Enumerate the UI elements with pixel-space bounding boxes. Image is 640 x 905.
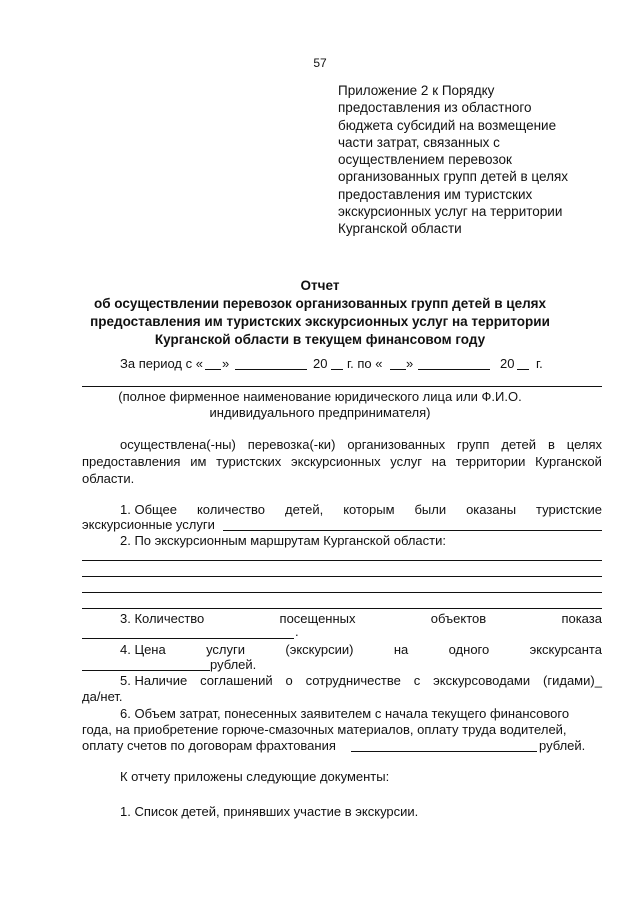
org-name-line	[82, 386, 602, 387]
intro-end: области.	[82, 471, 135, 486]
item-word: туристские	[536, 502, 602, 517]
intro-word: туристских	[216, 454, 282, 469]
intro-line-2	[82, 454, 602, 469]
item-word: экскурсанта	[529, 642, 602, 657]
period-year2: 20	[500, 356, 515, 371]
intro-line-1	[120, 437, 602, 452]
item-word: 1. Общее	[120, 502, 178, 517]
period-month2-blank	[418, 369, 490, 370]
attached-docs-label: К отчету приложены следующие документы:	[120, 769, 390, 784]
item-word: посещенных	[279, 611, 356, 626]
intro-word: групп	[457, 437, 490, 452]
item-word: экскурсоводами	[433, 673, 531, 688]
item-1-line	[120, 502, 602, 517]
route-line	[82, 560, 602, 561]
period-year1: 20	[313, 356, 328, 371]
item-word: оказаны	[466, 502, 517, 517]
intro-word: экскурсионных	[291, 454, 381, 469]
item-3-line	[120, 611, 602, 626]
item-word: с	[413, 673, 421, 688]
item-word: 3. Количество	[120, 611, 205, 626]
item-word: на	[393, 642, 409, 657]
item-5-line	[120, 673, 602, 688]
item-word: одного	[448, 642, 490, 657]
appendix-line: Приложение 2 к Порядку	[338, 83, 495, 98]
item-word: детей,	[284, 502, 324, 517]
item-4-end: рублей.	[210, 657, 257, 672]
item-6-line-2: года, на приобретение горюче-смазочных материалов, оплату труда водителей,	[82, 722, 567, 737]
item-6-end: рублей.	[539, 738, 586, 753]
item-word: (гидами)_	[543, 673, 602, 688]
appendix-line: части затрат, связанных с	[338, 134, 500, 150]
period-from-label: За период с «	[120, 356, 203, 371]
intro-word: организованных	[347, 437, 446, 452]
intro-word: целях	[566, 437, 602, 452]
title-heading: Отчет	[300, 278, 340, 293]
item-word: услуги	[206, 642, 246, 657]
appendix-line: предоставления им туристских	[338, 186, 533, 202]
item-word: были	[414, 502, 447, 517]
item-word: показа	[561, 611, 602, 626]
item-6-line-1: 6. Объем затрат, понесенных заявителем с начала текущего финансового	[120, 706, 570, 721]
item-word: 4. Цена	[120, 642, 166, 657]
route-line	[82, 576, 602, 577]
period-month1-blank	[235, 369, 307, 370]
route-line	[82, 608, 602, 609]
period-year2-blank	[517, 369, 529, 370]
costs-blank	[351, 751, 537, 752]
item-2-label: 2. По экскурсионным маршрутам Курганской области:	[120, 533, 446, 548]
period-day1-blank	[205, 369, 221, 370]
appendix-line: Курганской области	[338, 221, 462, 237]
item-word: 5. Наличие	[120, 673, 188, 688]
appendix-line: организованных групп детей в целях	[338, 169, 569, 185]
item-1-continuation: экскурсионные услуги	[82, 517, 215, 532]
route-line	[82, 592, 602, 593]
intro-word: осуществлена(-ны)	[120, 437, 236, 452]
appendix-line: предоставления из областного	[338, 100, 532, 116]
title-line: об осуществлении перевозок организованных групп детей в целях	[93, 296, 547, 311]
item-word: которым	[343, 502, 395, 517]
period-year1-blank	[331, 369, 343, 370]
period-quote2: »	[406, 356, 414, 371]
period-quote1: »	[222, 356, 230, 371]
intro-word: детей	[501, 437, 537, 452]
item-5-end: да/нет.	[82, 689, 123, 704]
intro-word: Курганской	[535, 454, 602, 469]
item-4-line	[120, 642, 602, 657]
title-line: предоставления им туристских экскурсионных услуг на территории	[90, 314, 550, 329]
intro-word: перевозка(-ки)	[247, 437, 336, 452]
item-word: о	[285, 673, 293, 688]
intro-word: предоставления	[82, 454, 181, 469]
period-day2-blank	[390, 369, 406, 370]
item-word: сотрудничестве	[305, 673, 401, 688]
item-word: количество	[196, 502, 266, 517]
org-name-caption	[0, 389, 640, 421]
item-6-line-3: оплату счетов по договорам фрахтования	[82, 738, 336, 753]
objects-count-blank	[82, 638, 294, 639]
appendix-line: бюджета субсидий на возмещение	[338, 117, 557, 133]
item-word: (экскурсии)	[285, 642, 354, 657]
caption-line: (полное фирменное наименование юридического лица или Ф.И.О.	[118, 389, 522, 404]
item-3-end: .	[295, 624, 299, 639]
intro-word: им	[190, 454, 207, 469]
intro-word: в	[547, 437, 555, 452]
intro-word: территории	[455, 454, 526, 469]
appendix-line: осуществлением перевозок	[338, 152, 512, 168]
period-end-label: г.	[536, 356, 543, 371]
report-title	[0, 277, 640, 349]
appendix-line: экскурсионных услуг на территории	[338, 204, 563, 220]
children-count-blank	[223, 530, 602, 531]
page-number: 57	[313, 56, 327, 70]
item-word: объектов	[430, 611, 487, 626]
caption-line: индивидуального предпринимателя)	[209, 405, 431, 420]
intro-word: услуг	[390, 454, 422, 469]
item-word: соглашений	[200, 673, 273, 688]
price-blank	[82, 670, 210, 671]
title-line: Курганской области в текущем финансовом году	[154, 332, 486, 347]
intro-word: на	[431, 454, 447, 469]
appendix-header	[338, 82, 568, 238]
attached-doc-1: 1. Список детей, принявших участие в экскурсии.	[120, 804, 419, 819]
period-to-label: г. по «	[347, 356, 383, 371]
